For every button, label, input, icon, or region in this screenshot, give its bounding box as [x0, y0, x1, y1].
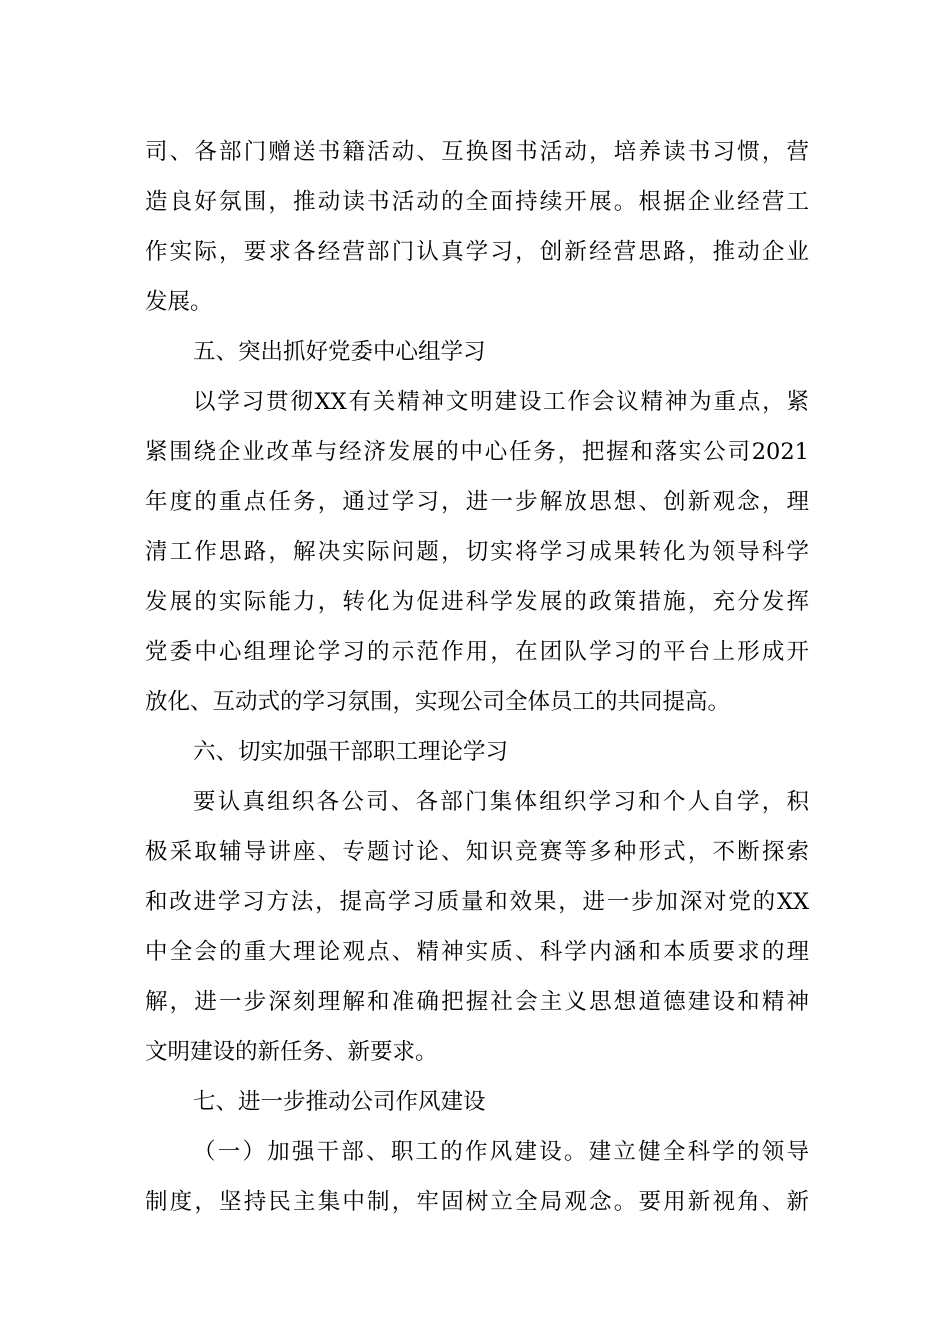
body-text-line: 解，进一步深刻理解和准确把握社会主义思想道德建设和精神 [145, 989, 809, 1015]
body-text-line: 年度的重点任务，通过学习，进一步解放思想、创新观念，理 [145, 489, 809, 515]
body-text-line: （一）加强干部、职工的作风建设。建立健全科学的领导 [193, 1139, 809, 1165]
body-text-line: 放化、互动式的学习氛围，实现公司全体员工的共同提高。 [145, 689, 731, 715]
body-text-line: 清工作思路，解决实际问题，切实将学习成果转化为领导科学 [145, 539, 809, 565]
body-text-line: 要认真组织各公司、各部门集体组织学习和个人自学，积 [193, 789, 809, 815]
body-text-line: 作实际，要求各经营部门认真学习，创新经营思路，推动企业 [145, 239, 809, 265]
body-text-line: 紧围绕企业改革与经济发展的中心任务，把握和落实公司2021 [145, 439, 809, 465]
body-text-line: 中全会的重大理论观点、精神实质、科学内涵和本质要求的理 [145, 939, 809, 965]
body-text-line: 以学习贯彻XX有关精神文明建设工作会议精神为重点，紧 [193, 389, 809, 415]
body-text-line: 文明建设的新任务、新要求。 [145, 1039, 438, 1065]
body-text-line: 发展的实际能力，转化为促进科学发展的政策措施，充分发挥 [145, 589, 809, 615]
body-text-line: 发展。 [145, 289, 213, 315]
body-text-line: 党委中心组理论学习的示范作用，在团队学习的平台上形成开 [145, 639, 809, 665]
body-text-line: 极采取辅导讲座、专题讨论、知识竞赛等多种形式，不断探索 [145, 839, 809, 865]
body-text-line: 和改进学习方法，提高学习质量和效果，进一步加深对党的XX [145, 889, 809, 915]
section-heading-7: 七、进一步推动公司作风建设 [193, 1089, 486, 1115]
body-text-line: 司、各部门赠送书籍活动、互换图书活动，培养读书习惯，营 [145, 139, 809, 165]
section-heading-6: 六、切实加强干部职工理论学习 [193, 739, 509, 765]
body-text-line: 制度，坚持民主集中制，牢固树立全局观念。要用新视角、新 [145, 1189, 809, 1215]
body-text-line: 造良好氛围，推动读书活动的全面持续开展。根据企业经营工 [145, 189, 809, 215]
section-heading-5: 五、突出抓好党委中心组学习 [193, 339, 486, 365]
